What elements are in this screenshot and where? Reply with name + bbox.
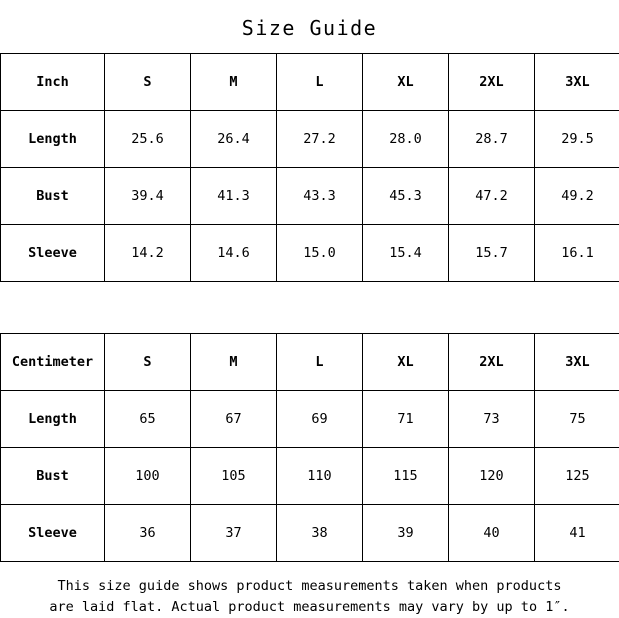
- cell-length-m: 26.4: [191, 111, 277, 168]
- row-label-bust: Bust: [1, 448, 105, 505]
- cell-sleeve-l: 15.0: [277, 225, 363, 282]
- cell-bust-s: 100: [105, 448, 191, 505]
- cell-sleeve-m: 14.6: [191, 225, 277, 282]
- cell-bust-2xl: 47.2: [449, 168, 535, 225]
- size-guide-note: [0, 562, 619, 618]
- cell-bust-l: 43.3: [277, 168, 363, 225]
- column-header-m: M: [191, 334, 277, 391]
- cell-length-3xl: 75: [535, 391, 619, 448]
- row-label-sleeve: Sleeve: [1, 505, 105, 562]
- cell-bust-m: 41.3: [191, 168, 277, 225]
- table-row: [1, 168, 619, 225]
- unit-header-centimeter: Centimeter: [1, 334, 105, 391]
- cell-sleeve-m: 37: [191, 505, 277, 562]
- cell-length-l: 69: [277, 391, 363, 448]
- note-line-1: This size guide shows product measurements taken when products: [57, 578, 562, 594]
- cell-sleeve-l: 38: [277, 505, 363, 562]
- row-label-length: Length: [1, 391, 105, 448]
- cell-bust-3xl: 49.2: [535, 168, 619, 225]
- cell-length-2xl: 73: [449, 391, 535, 448]
- cell-length-3xl: 29.5: [535, 111, 619, 168]
- column-header-m: M: [191, 54, 277, 111]
- cell-bust-3xl: 125: [535, 448, 619, 505]
- cell-sleeve-s: 36: [105, 505, 191, 562]
- cell-length-2xl: 28.7: [449, 111, 535, 168]
- cell-bust-xl: 45.3: [363, 168, 449, 225]
- table-row: [1, 391, 619, 448]
- centimeter-size-table: [0, 333, 619, 562]
- cell-bust-2xl: 120: [449, 448, 535, 505]
- column-header-3xl: 3XL: [535, 54, 619, 111]
- table-header-row: [1, 54, 619, 111]
- note-line-2: are laid flat. Actual product measurements may vary by up to 1″.: [49, 599, 570, 615]
- cell-length-s: 25.6: [105, 111, 191, 168]
- cell-sleeve-xl: 39: [363, 505, 449, 562]
- cell-sleeve-xl: 15.4: [363, 225, 449, 282]
- column-header-3xl: 3XL: [535, 334, 619, 391]
- row-label-bust: Bust: [1, 168, 105, 225]
- column-header-l: L: [277, 334, 363, 391]
- cell-sleeve-2xl: 40: [449, 505, 535, 562]
- unit-header-inch: Inch: [1, 54, 105, 111]
- cell-sleeve-2xl: 15.7: [449, 225, 535, 282]
- table-spacer: [0, 282, 619, 333]
- cell-bust-l: 110: [277, 448, 363, 505]
- row-label-length: Length: [1, 111, 105, 168]
- column-header-2xl: 2XL: [449, 334, 535, 391]
- cell-sleeve-3xl: 16.1: [535, 225, 619, 282]
- table-row: [1, 505, 619, 562]
- column-header-xl: XL: [363, 334, 449, 391]
- cell-length-s: 65: [105, 391, 191, 448]
- table-row: [1, 111, 619, 168]
- cell-sleeve-3xl: 41: [535, 505, 619, 562]
- cell-length-xl: 28.0: [363, 111, 449, 168]
- cell-length-l: 27.2: [277, 111, 363, 168]
- row-label-sleeve: Sleeve: [1, 225, 105, 282]
- cell-sleeve-s: 14.2: [105, 225, 191, 282]
- inch-size-table: [0, 53, 619, 282]
- table-row: [1, 225, 619, 282]
- cell-bust-s: 39.4: [105, 168, 191, 225]
- column-header-s: S: [105, 54, 191, 111]
- cell-bust-xl: 115: [363, 448, 449, 505]
- cell-length-xl: 71: [363, 391, 449, 448]
- table-header-row: [1, 334, 619, 391]
- column-header-xl: XL: [363, 54, 449, 111]
- cell-bust-m: 105: [191, 448, 277, 505]
- table-row: [1, 448, 619, 505]
- column-header-s: S: [105, 334, 191, 391]
- column-header-2xl: 2XL: [449, 54, 535, 111]
- page-title: Size Guide: [241, 16, 378, 40]
- column-header-l: L: [277, 54, 363, 111]
- cell-length-m: 67: [191, 391, 277, 448]
